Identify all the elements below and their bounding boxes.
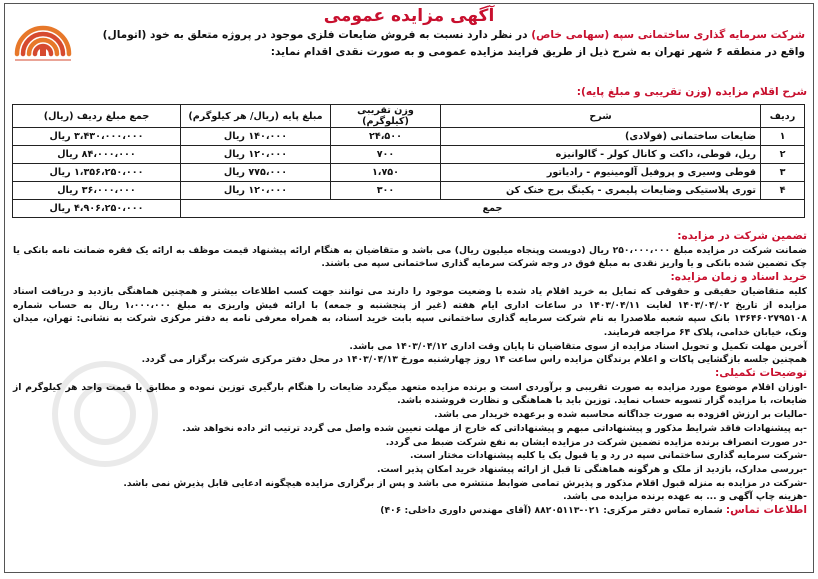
table-row: [13, 128, 805, 146]
row-total: ۳۶،۰۰۰،۰۰۰ ریال: [13, 182, 181, 200]
header-cell: مبلغ پایه (ریال/ هر کیلوگرم): [181, 105, 331, 128]
note-item: -مالیات بر ارزش افزوده به صورت جداگانه محاسبه شده و برعهده خریدار می باشد.: [434, 409, 807, 421]
row-weight: ۳۰۰: [331, 182, 441, 200]
note-item: -به پیشنهادات فاقد شرایط مذکور و پیشنهاداتی مبهم و پیشنهاداتی که خارج از مهلت تعیین شده واصل می گردد ترتیب اثر داده نخواهد شد.: [182, 422, 807, 434]
contact-line: [13, 504, 807, 518]
purchase-text-3: همچنین جلسه بازگشایی پاکات و اعلام برندگان مزایده راس ساعت ۱۴ روز چهارشنبه مورخ ۱۴۰۳/۰۴/۱۳ در محل دفتر مرکزی شرکت برگزار می گردد.: [141, 354, 807, 366]
row-number: ۴: [761, 182, 805, 200]
purchase-text-1: کلیه متقاضیان حقیقی و حقوقی که تمایل به خرید اقلام یاد شده با وضعیت موجود را دارند می توانند جهت کسب اطلاعات بیشتر و همچنین هماهنگی بازدید و دریافت اسناد مزایده از تاریخ ۱۴۰۳/۰۴/۰۲ لغایت ۱۴۰۳/۰۴/۱۱ در ساعات اداری ایام هفته (غیر از پنجشنبه و جمعه) با ارائه فیش واریزی به مبلغ ۱،۰۰۰،۰۰۰ ریال به حساب شماره ۱۳۶۴۶۰۲۷۹۵۱۰۸ بانک سپه شعبه ملاصدرا به نام شرکت سرمایه گذاری ساختمانی سپه بابت خرید اسناد، به همراه معرفی نامه به دفتر مرکزی شرکت به نشانی: تهران، میدان ونک، خیابان خدامی، پلاک ۶۴ مراجعه فرمایند.: [13, 285, 807, 338]
note-item: -اوزان اقلام موضوع مورد مزایده به صورت تقریبی و برآوردی است و برنده مزایده متعهد میگردد ضایعات را هنگام بارگیری توزین نموده و مطابق با قیمت واحد هر کیلوگرم از ضایعات، با مزایده گزار تسویه حساب نماید. توزین باید با هماهنگی و نظارت فروشنده باشد.: [13, 381, 807, 407]
row-total: ۸۴،۰۰۰،۰۰۰ ریال: [13, 146, 181, 164]
guarantee-text: ضمانت شرکت در مزایده مبلغ ۲۵۰،۰۰۰،۰۰۰ ریال (دویست وپنجاه میلیون ریال) می باشد و متقاضیان به هنگام ارائه پیشنهاد قیمت موظف به ارائه یک فقره ضمانت نامه بانکی یا چک تضمین شده بانکی و یا واریز نقدی به مبلغ فوق در وجه شرکت سرمایه گذاری ساختمانی سپه می باشند.: [13, 244, 807, 270]
table-total-row: [13, 200, 805, 218]
row-description: ریل، قوطی، داکت و کانال کولر - گالوانیزه: [441, 146, 761, 164]
table-row: [13, 146, 805, 164]
row-number: ۱: [761, 128, 805, 146]
intro-text-b: در منطقه ۶ شهر تهران به شرح ذیل از طریق فرایند مزایده عمومی و به صورت نقدی اقدام نماید:: [270, 46, 777, 58]
guarantee-title: تضمین شرکت در مزایده:: [677, 230, 807, 242]
ad-title: آگهی مزایده عمومی: [323, 6, 495, 26]
row-total: ۳،۴۳۰،۰۰۰،۰۰۰ ریال: [13, 128, 181, 146]
intro-text-a: در نظر دارد نسبت به فروش ضایعات فلزی موجود در پروژه متعلق به خود (اتومال) واقع: [102, 29, 805, 58]
row-total: ۱،۳۵۶،۲۵۰،۰۰۰ ریال: [13, 164, 181, 182]
table-header-row: [13, 105, 805, 128]
header-cell: شرح: [441, 105, 761, 128]
note-item: -شرکت سرمایه گذاری ساختمانی سپه در رد و یا قبول یک یا کلیه پیشنهادات مختار است.: [410, 450, 807, 462]
row-description: ضایعات ساختمانی (فولادی): [441, 128, 761, 146]
total-value: ۴،۹۰۶،۲۵۰،۰۰۰ ریال: [13, 200, 181, 218]
row-unit-price: ۱۲۰،۰۰۰ ریال: [181, 146, 331, 164]
purchase-title: خرید اسناد و زمان مزایده:: [670, 271, 807, 284]
contact-text: شماره تماس دفتر مرکزی: ۰۲۱-۸۸۲۰۵۱۱۳ (آقای مهندس داوری داخلی: ۴۰۶): [380, 505, 723, 517]
table-row: [13, 182, 805, 200]
row-weight: ۲۴،۵۰۰: [331, 128, 441, 146]
note-item: -شرکت در مزایده به منزله قبول اقلام مذکور و پذیرش تمامی ضوابط منتشره می باشد و پس از برگزاری مزایده هیچگونه ادعایی قابل پذیرش نمی باشد.: [123, 477, 807, 489]
items-section-title: شرح اقلام مزایده (وزن تقریبی و مبلغ پایه):: [576, 86, 807, 98]
purchase-text-2: آخرین مهلت تکمیل و تحویل اسناد مزایده از سوی متقاضیان تا پایان وقت اداری ۱۴۰۳/۰۴/۱۲ می باشد.: [349, 340, 807, 352]
row-number: ۲: [761, 146, 805, 164]
header-cell: ردیف: [761, 105, 805, 128]
row-weight: ۷۰۰: [331, 146, 441, 164]
note-item: -هزینه چاپ آگهی و ... به عهده برنده مزایده می باشد.: [563, 491, 807, 503]
row-weight: ۱،۷۵۰: [331, 164, 441, 182]
row-unit-price: ۱۴۰،۰۰۰ ریال: [181, 128, 331, 146]
notes-title: توضیحات تکمیلی:: [715, 367, 807, 380]
row-description: قوطی وسیری و پروفیل آلومینیوم - رادیاتور: [441, 164, 761, 182]
company-name: شرکت سرمایه گذاری ساختمانی سپه (سهامی خاص): [531, 29, 805, 41]
advertisement-page: [4, 3, 814, 573]
note-item: -در صورت انصراف برنده مزایده تضمین شرکت در مزایده ایشان به نفع شرکت ضبط می گردد.: [385, 436, 807, 448]
header-cell: جمع مبلغ ردیف (ریال): [13, 105, 181, 128]
row-description: توری پلاستیکی وضایعات پلیمری - پکینگ برج خنک کن: [441, 182, 761, 200]
header-cell: وزن تقریبی (کیلوگرم): [331, 105, 441, 128]
watermark: [45, 334, 325, 494]
row-unit-price: ۱۲۰،۰۰۰ ریال: [181, 182, 331, 200]
total-label: جمع: [181, 200, 805, 218]
row-unit-price: ۷۷۵،۰۰۰ ریال: [181, 164, 331, 182]
items-table: [12, 104, 805, 218]
intro-paragraph: [90, 27, 805, 61]
contact-title: اطلاعات تماس:: [725, 504, 807, 517]
row-number: ۳: [761, 164, 805, 182]
table-row: [13, 164, 805, 182]
note-item: -بررسی مدارک، بازدید از ملک و هرگونه هماهنگی تا قبل از ارائه پیشنهاد خرید امکان پذیر است.: [376, 463, 807, 475]
